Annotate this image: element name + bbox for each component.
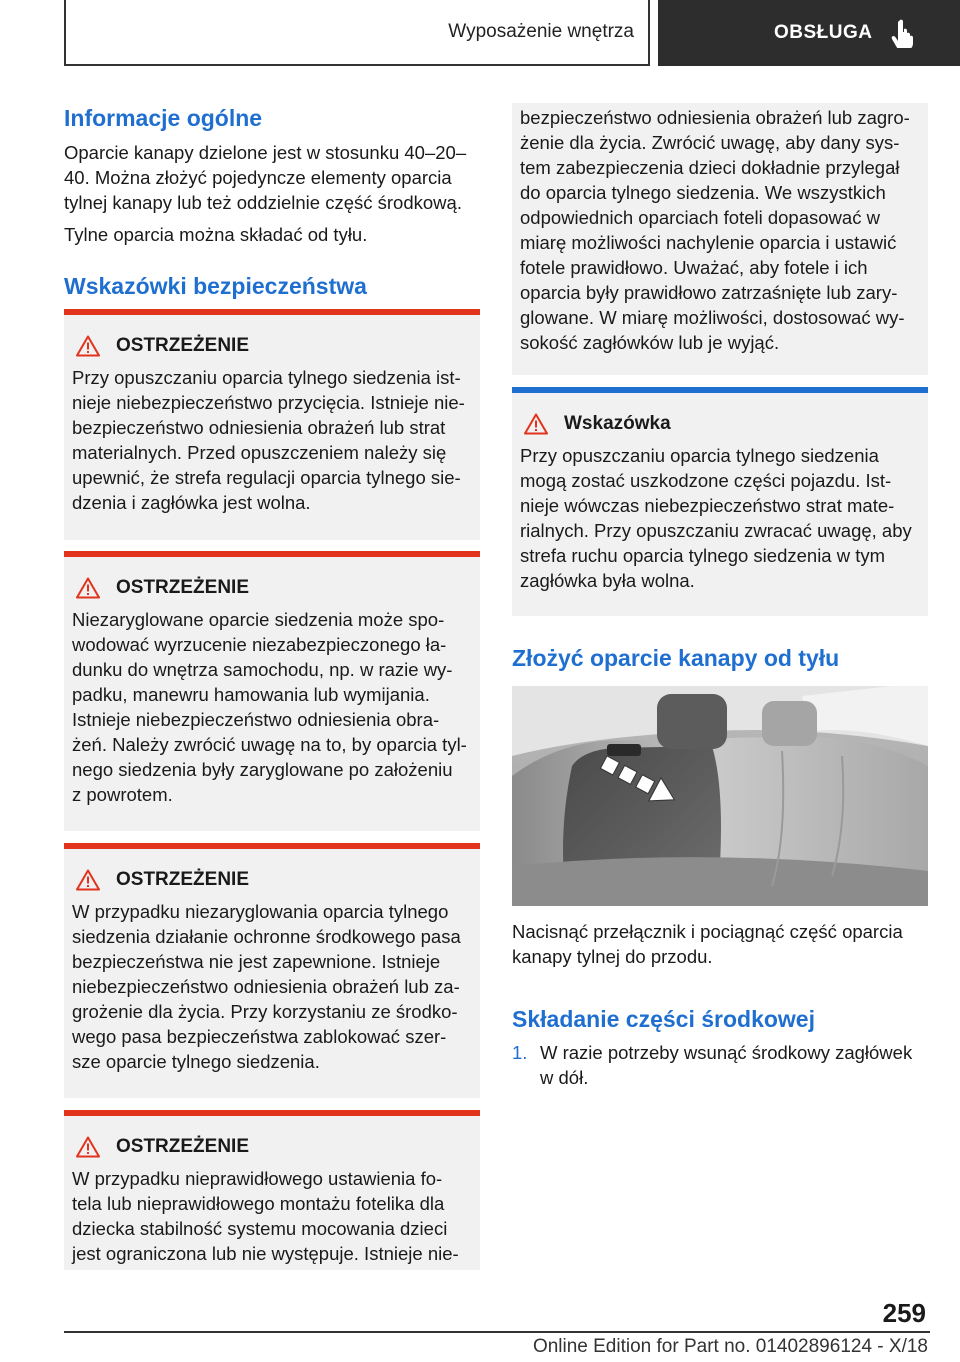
section-title: Wyposażenie wnętrza	[448, 21, 634, 42]
text-line: nieje wówczas niebezpieczeństwo strat mate-	[520, 495, 895, 516]
text-line: tela lub nieprawidłowego montażu fotelika dla	[72, 1193, 445, 1214]
text-line: żenie dla życia. Zwrócić uwagę, aby dany sys-	[520, 132, 900, 153]
warning-text	[72, 365, 472, 515]
heading-fold-backrest: Złożyć oparcie kanapy od tyłu	[512, 645, 840, 671]
text-line: dziecka stabilność systemu mocowania dzieci	[72, 1218, 448, 1239]
text-line: mogą zostać uszkodzone części pojazdu. Ist-	[520, 470, 892, 491]
text-line: sze oparcie tylnego siedzenia.	[72, 1051, 320, 1072]
heading-general: Informacje ogólne	[64, 105, 263, 131]
warning-box	[64, 843, 480, 1098]
text-line: glowane. W miarę możliwości, dostosować wy-	[520, 307, 905, 328]
text-line: tylnej kanapy lub też oddzielnie część środkową.	[64, 192, 462, 213]
text-line: fotele prawidłowo. Uważać, aby fotele i ich	[520, 257, 868, 278]
warning-continued	[512, 103, 928, 375]
text-line: upewnić, że strefa regulacji oparcia tylnego sie-	[72, 467, 461, 488]
text-line: miarę możliwości nachylenie oparcia i ustawić	[520, 232, 897, 253]
warning-triangle-icon	[76, 869, 100, 891]
text-line: bezpieczeństwo odniesienia obrażeń lub strat	[72, 417, 446, 438]
page-number: 259	[882, 1298, 926, 1328]
text-line: niebezpieczeństwo odniesienia obrażeń lub za-	[72, 976, 460, 997]
text-line: dunku do wnętrza samochodu, np. w razie wy-	[72, 659, 453, 680]
text-line: dzenia i zagłówka jest wolna.	[72, 492, 311, 513]
warning-title: OSTRZEŻENIE	[116, 1136, 250, 1157]
hand-pointer-icon	[891, 18, 917, 48]
edition-note: Online Edition for Part no. 01402896124 - X/18	[532, 1336, 928, 1357]
warning-box	[64, 1110, 480, 1270]
text-line: żeń. Należy zwrócić uwagę na to, by oparcia tyl-	[72, 734, 467, 755]
warning-text	[72, 607, 472, 807]
text-line: z powrotem.	[72, 784, 173, 805]
text-line: strefa ruchu oparcia tylnego siedzenia w tym	[520, 545, 886, 566]
text-line: bezpieczeństwa nie jest zapewnione. Istnieje	[72, 951, 441, 972]
note-box	[512, 387, 928, 616]
text-line: wodować wyrzucenie niezabezpieczonego ła-	[72, 634, 447, 655]
warning-text	[72, 899, 472, 1074]
text-line: tem zabezpieczenia dzieci dokładnie przylegał	[520, 157, 900, 178]
warning-title: OSTRZEŻENIE	[116, 577, 250, 598]
text-line: zagłówka była wolna.	[520, 570, 695, 591]
text-line: Przy opuszczaniu oparcia tylnego siedzenia ist-	[72, 367, 461, 388]
warning-triangle-icon	[524, 413, 548, 435]
step-text	[540, 1040, 932, 1090]
note-title: Wskazówka	[564, 413, 671, 434]
warning-text	[72, 1166, 472, 1266]
text-line: nieje niebezpieczeństwo przycięcia. Istnieje nie-	[72, 392, 465, 413]
text-line: sokość zagłówków lub je wyjąć.	[520, 332, 780, 353]
step-number: 1.	[512, 1042, 528, 1063]
rear-seat-illustration	[512, 686, 928, 906]
warning-triangle-icon	[76, 1136, 100, 1158]
footer-divider	[64, 1331, 930, 1333]
text-line: do oparcia tylnego siedzenia. We wszystkich	[520, 182, 886, 203]
text-line: w dół.	[540, 1067, 589, 1088]
text-line: W przypadku nieprawidłowego ustawienia fo-	[72, 1168, 443, 1189]
text-line: wego pasa bezpieczeństwa zablokować szer-	[72, 1026, 447, 1047]
warning-triangle-icon	[76, 577, 100, 599]
list-item	[512, 1040, 932, 1090]
warning-text	[520, 105, 920, 355]
text-line: 40. Można złożyć pojedyncze elementy oparcia	[64, 167, 452, 188]
warning-box	[64, 309, 480, 540]
text-line: rialnych. Przy opuszczaniu zwracać uwagę, aby	[520, 520, 912, 541]
note-text	[520, 443, 920, 593]
text-line: Nacisnąć przełącznik i pociągnąć część oparcia	[512, 921, 903, 942]
paragraph-general-1	[64, 140, 484, 215]
chapter-tab[interactable]	[658, 0, 960, 66]
paragraph-general-2: Tylne oparcia można składać od tyłu.	[64, 224, 368, 245]
heading-safety: Wskazówki bezpieczeństwa	[64, 273, 367, 299]
text-line: Oparcie kanapy dzielone jest w stosunku 40–20–	[64, 142, 467, 163]
text-line: Istnieje niebezpieczeństwo odniesienia obra-	[72, 709, 440, 730]
text-line: Przy opuszczaniu oparcia tylnego siedzenia	[520, 445, 879, 466]
warning-title: OSTRZEŻENIE	[116, 335, 250, 356]
text-line: materialnych. Przed opuszczeniem należy się	[72, 442, 447, 463]
heading-center-section: Składanie części środkowej	[512, 1006, 815, 1032]
rear-seat-photo	[512, 686, 928, 906]
paragraph-fold	[512, 919, 903, 969]
text-line: W razie potrzeby wsunąć środkowy zagłówek	[540, 1042, 913, 1063]
chapter-tab-label: OBSŁUGA	[774, 22, 873, 43]
text-line: jest ograniczona lub nie występuje. Istnieje nie-	[72, 1243, 459, 1264]
warning-triangle-icon	[76, 335, 100, 357]
text-line: siedzenia działanie ochronne środkowego pasa	[72, 926, 461, 947]
text-line: nego siedzenia były zaryglowane po założeniu	[72, 759, 453, 780]
text-line: W przypadku niezaryglowania oparcia tylnego	[72, 901, 449, 922]
text-line: odpowiednich oparciach foteli dopasować w	[520, 207, 880, 228]
text-line: Niezaryglowane oparcie siedzenia może spo-	[72, 609, 445, 630]
warning-box	[64, 551, 480, 831]
text-line: grożenie dla życia. Przy korzystaniu ze środko-	[72, 1001, 458, 1022]
section-header	[64, 0, 650, 66]
text-line: padku, manewru hamowania lub wymijania.	[72, 684, 430, 705]
text-line: kanapy tylnej do przodu.	[512, 946, 713, 967]
text-line: oparcia były prawidłowo zatrzaśnięte lub zary-	[520, 282, 898, 303]
text-line: bezpieczeństwo odniesienia obrażeń lub zagro-	[520, 107, 910, 128]
warning-title: OSTRZEŻENIE	[116, 869, 250, 890]
